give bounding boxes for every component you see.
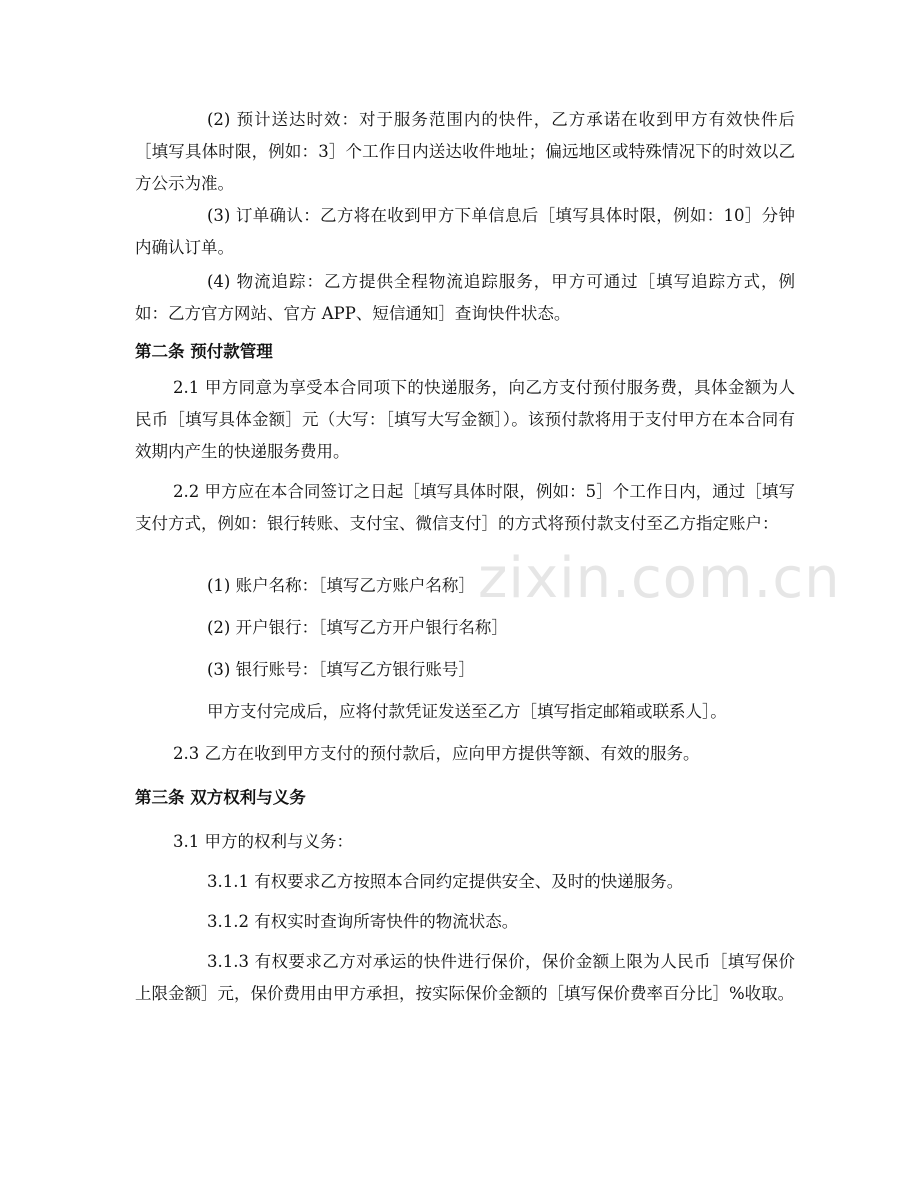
clause-3-1: 3.1 甲方的权利与义务： (173, 832, 353, 851)
tracking-clause: (4) 物流追踪：乙方提供全程物流追踪服务，甲方可通过［填写追踪方式，例如：乙方官方网站、官方 APP、短信通知］查询快件状态。 (135, 272, 795, 323)
clause-2-1: 2.1 甲方同意为享受本合同项下的快递服务，向乙方支付预付服务费，具体金额为人民币［填写具体金额］元（大写：［填写大写金额］）。该预付款将用于支付甲方在本合同有效期内产生的快递服务费用。 (135, 378, 795, 461)
article-three-heading: 第三条 双方权利与义务 (135, 788, 306, 807)
bank-name-line: (2) 开户银行：［填写乙方开户银行名称］ (207, 618, 508, 637)
clause-3-1-1: 3.1.1 有权要求乙方按照本合同约定提供安全、及时的快递服务。 (207, 872, 684, 891)
payment-voucher-line: 甲方支付完成后，应将付款凭证发送至乙方［填写指定邮箱或联系人］。 (207, 702, 727, 721)
article-two-heading: 第二条 预付款管理 (135, 342, 273, 361)
account-name-line: (1) 账户名称：［填写乙方账户名称］ (207, 576, 475, 595)
watermark: zixin.com.cn (478, 546, 841, 611)
clause-3-1-2: 3.1.2 有权实时查询所寄快件的物流状态。 (207, 912, 519, 931)
clause-3-1-3: 3.1.3 有权要求乙方对承运的快件进行保价，保价金额上限为人民币［填写保价上限金额］元，保价费用由甲方承担，按实际保价金额的［填写保价费率百分比］%收取。 (135, 952, 795, 1003)
clause-2-3: 2.3 乙方在收到甲方支付的预付款后，应向甲方提供等额、有效的服务。 (173, 744, 700, 763)
delivery-time-clause: (2) 预计送达时效：对于服务范围内的快件，乙方承诺在收到甲方有效快件后［填写具体时限，例如：3］个工作日内送达收件地址；偏远地区或特殊情况下的时效以乙方公示为准。 (135, 110, 795, 193)
account-number-line: (3) 银行账号：［填写乙方银行账号］ (207, 660, 475, 679)
order-confirm-clause: (3) 订单确认：乙方将在收到甲方下单信息后［填写具体时限，例如：10］分钟内确认订单。 (135, 206, 795, 257)
clause-2-2: 2.2 甲方应在本合同签订之日起［填写具体时限，例如：5］个工作日内，通过［填写支付方式，例如：银行转账、支付宝、微信支付］的方式将预付款支付至乙方指定账户： (135, 482, 795, 533)
